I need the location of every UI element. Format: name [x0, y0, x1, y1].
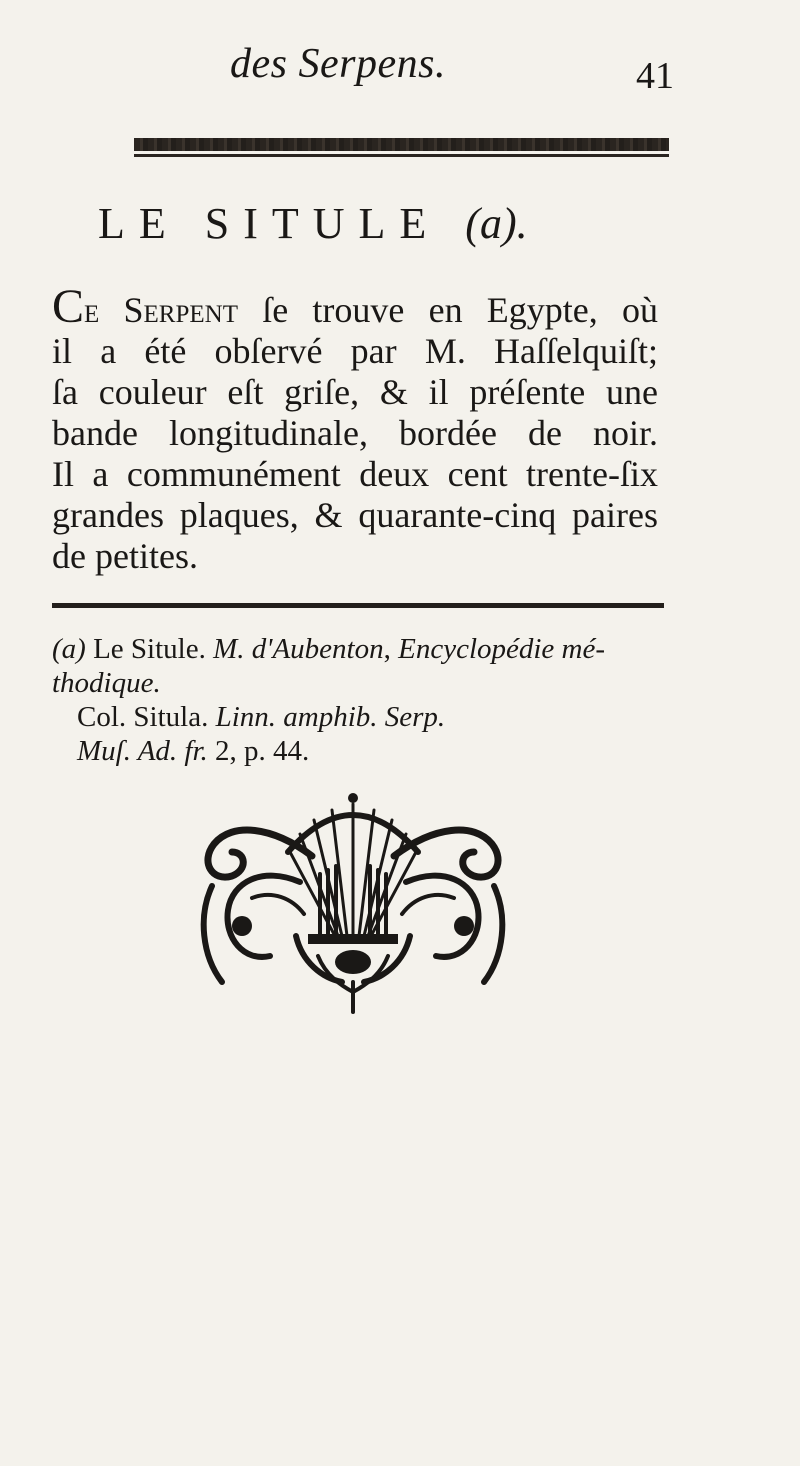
- body-paragraph: [52, 280, 658, 577]
- body-line: Ce Serpent ſe trouve en Egypte, où: [52, 280, 658, 333]
- running-head: des Serpens.: [230, 41, 446, 87]
- body-line: il a été obſervé par M. Haſſelquiſt;: [52, 331, 658, 371]
- body-line: de petites.: [52, 536, 198, 576]
- header-thin-rule: [134, 154, 669, 157]
- footnote-rule: [52, 603, 664, 608]
- footnote-line: Muſ. Ad. fr. 2, p. 44.: [77, 735, 310, 767]
- footnote-reference-mark: (a).: [465, 199, 528, 248]
- page-number: 41: [636, 55, 674, 97]
- body-line: Il a communément deux cent trente-ſix: [52, 454, 658, 494]
- body-line: ſa couleur eſt griſe, & il préſente une: [52, 372, 658, 412]
- initial-letter: C: [52, 280, 85, 333]
- body-small-caps: e Serpent: [84, 290, 238, 330]
- footnote-line: Col. Situla. Linn. amphib. Serp.: [77, 701, 446, 733]
- footnote-author: M. d'Aubenton: [213, 633, 384, 665]
- footnote-line: thodique.: [52, 667, 161, 699]
- acanthus-fleuron-tailpiece-icon: [192, 786, 514, 1014]
- footnote: [52, 632, 692, 768]
- section-title-text: LE SITULE: [98, 199, 441, 248]
- footnote-work-title: Encyclopédie mé-: [398, 633, 606, 665]
- body-line: grandes plaques, & quarante-cinq paires: [52, 495, 658, 535]
- body-line: bande longitudinale, bordée de noir.: [52, 413, 658, 453]
- footnote-mark: (a): [52, 633, 86, 665]
- footnote-line: (a) Le Situle. M. d'Aubenton, Encyclopédie mé-: [52, 633, 606, 665]
- section-title: [98, 198, 528, 249]
- header-ornamental-rule: [134, 138, 669, 151]
